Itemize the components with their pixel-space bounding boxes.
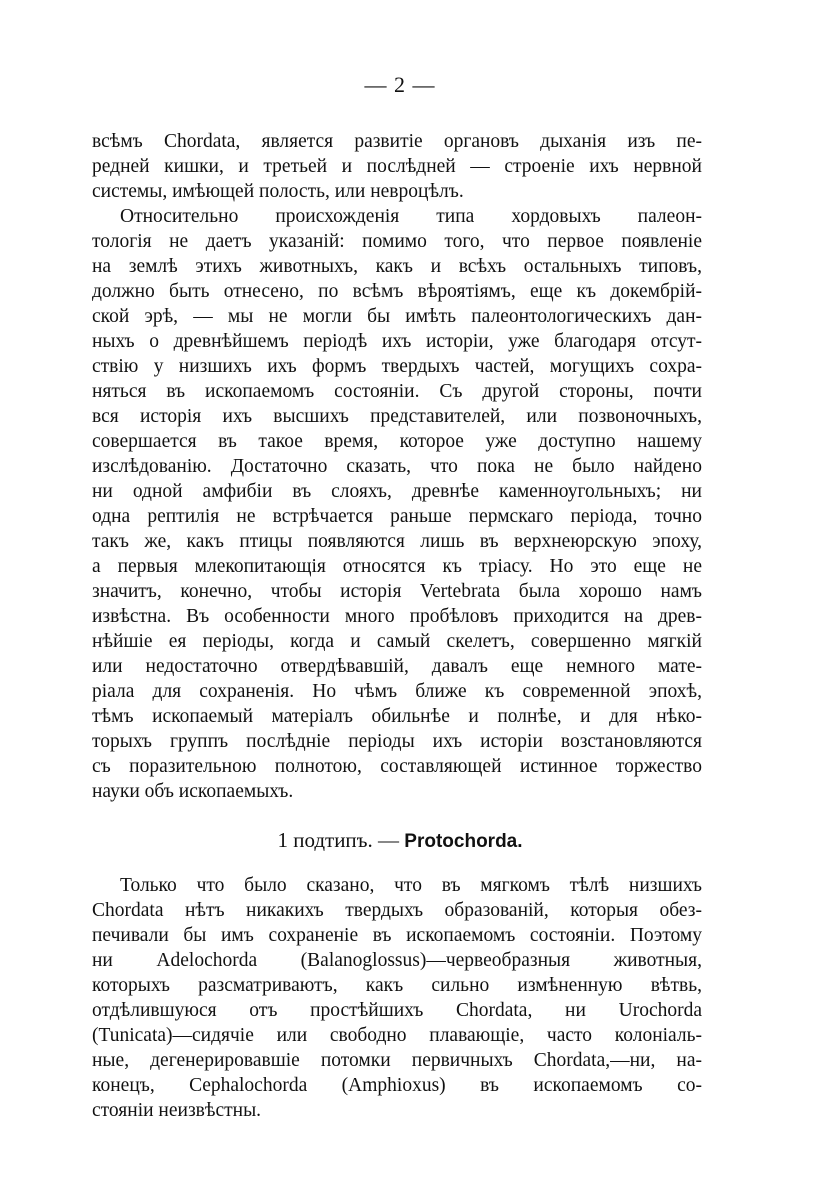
text-line: всѣмъ Chordata, является развитіе органовъ дыханія изъ пе-: [92, 131, 702, 152]
text-line: ріала для сохраненія. Но чѣмъ ближе къ современной эпохѣ,: [92, 681, 702, 702]
text-line: Относительно происхожденія типа хордовыхъ палеон-: [120, 206, 702, 227]
page-number: — 2 —: [364, 72, 436, 97]
text-line: ской эрѣ, — мы не могли бы имѣть палеонтологическихъ дан-: [92, 306, 702, 327]
text-line: тологія не даетъ указаній: помимо того, что первое появленіе: [92, 231, 702, 252]
text-line: ствію у низшихъ ихъ формъ твердыхъ частей, могущихъ сохра-: [92, 356, 702, 377]
text-line: Chordata нѣтъ никакихъ твердыхъ образованій, которыя обез-: [92, 900, 702, 921]
text-line: такъ же, какъ птицы появляются лишь въ верхнеюрскую эпоху,: [92, 531, 702, 552]
text-line: науки объ ископаемыхъ.: [92, 781, 294, 802]
paragraph-continuation: [92, 129, 702, 204]
paragraph-origin: [92, 204, 702, 804]
text-line: изслѣдованію. Достаточно сказать, что пока не было найдено: [92, 456, 702, 477]
section-heading-prefix: 1 подтипъ. —: [277, 828, 405, 852]
text-line: редней кишки, и третьей и послѣдней — строеніе ихъ нервной: [92, 156, 702, 177]
text-line: печивали бы имъ сохраненіе въ ископаемомъ состояніи. Поэтому: [92, 925, 702, 946]
text-line: на землѣ этихъ животныхъ, какъ и всѣхъ остальныхъ типовъ,: [92, 256, 702, 277]
text-line: значитъ, конечно, чтобы исторія Vertebrata была хорошо намъ: [92, 581, 702, 602]
text-line: а первыя млекопитающія относятся къ тріасу. Но это еще не: [92, 556, 702, 577]
section-heading-title: Protochorda.: [404, 831, 523, 852]
text-line: конецъ, Cephalochorda (Amphioxus) въ ископаемомъ со-: [92, 1075, 702, 1096]
text-line: ни одной амфибіи въ слояхъ, древнѣе каменноугольныхъ; ни: [92, 481, 702, 502]
text-line: ни Adelochorda (Balanoglossus)—червеобразныя животныя,: [92, 950, 702, 971]
text-line: одна рептилія не встрѣчается раньше пермскаго періода, точно: [92, 506, 702, 527]
text-line: торыхъ группъ послѣдніе періоды ихъ исторіи возстановляются: [92, 731, 702, 752]
text-line: должно быть отнесено, по всѣмъ вѣроятіямъ, еще къ докембрій-: [92, 281, 702, 302]
text-line: няться въ ископаемомъ состояніи. Съ другой стороны, почти: [92, 381, 702, 402]
text-line: съ поразительною полнотою, составляющей истинное торжество: [92, 756, 702, 777]
text-line: (Tunicata)—сидячіе или свободно плавающіе, часто колоніаль-: [92, 1025, 702, 1046]
text-line: тѣмъ ископаемый матеріалъ обильнѣе и полнѣе, и для нѣко-: [92, 706, 702, 727]
text-line: извѣстна. Въ особенности много пробѣловъ приходится на древ-: [92, 606, 702, 627]
text-line: которыхъ разсматриваютъ, какъ сильно измѣненную вѣтвь,: [92, 975, 702, 996]
text-line: нѣйшіе ея періоды, когда и самый скелетъ, совершенно мягкій: [92, 631, 702, 652]
text-line: ныхъ о древнѣйшемъ періодѣ ихъ исторіи, уже благодаря отсут-: [92, 331, 702, 352]
paragraph-protochorda: [92, 873, 702, 1123]
text-line: или недостаточно отвердѣвавшій, давалъ еще немного мате-: [92, 656, 702, 677]
section-heading: [0, 828, 800, 853]
text-line: вся исторія ихъ высшихъ представителей, или позвоночныхъ,: [92, 406, 702, 427]
text-line: совершается въ такое время, которое уже доступно нашему: [92, 431, 702, 452]
text-line: системы, имѣющей полость, или невроцѣлъ.: [92, 181, 464, 202]
text-line: отдѣлившуюся отъ простѣйшихъ Chordata, ни Urochorda: [92, 1000, 702, 1021]
text-line: ные, дегенерировавшіе потомки первичныхъ Chordata,—ни, на-: [92, 1050, 702, 1071]
text-line: стояніи неизвѣстны.: [92, 1100, 262, 1121]
text-line: Только что было сказано, что въ мягкомъ тѣлѣ низшихъ: [120, 875, 702, 896]
